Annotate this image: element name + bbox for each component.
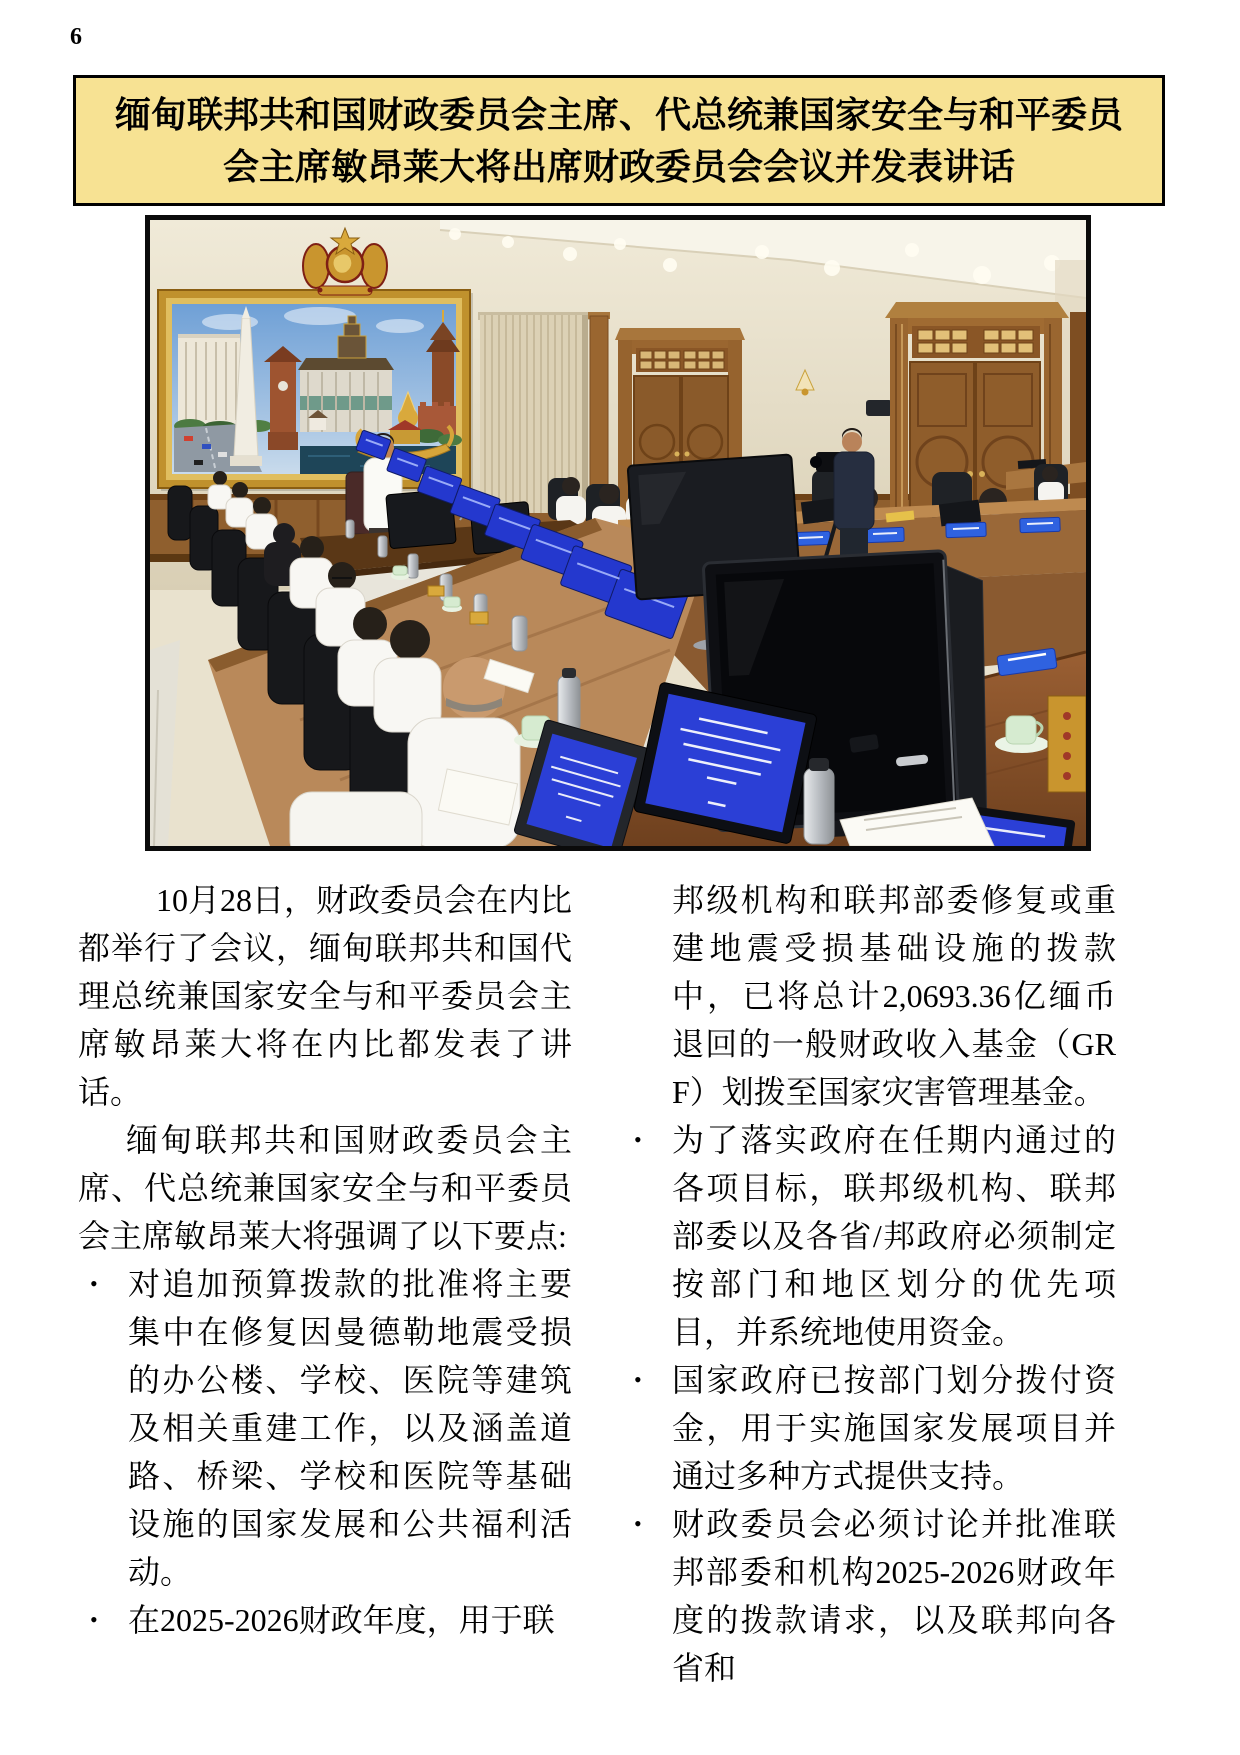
bullet-text: 在2025-2026财政年度，用于联 — [128, 1602, 555, 1638]
left-column — [78, 876, 572, 1644]
bullet-dot: • — [90, 1271, 98, 1296]
right-column — [622, 876, 1116, 1692]
bullet-item — [622, 1500, 1116, 1692]
bullet-text: 为了落实政府在任期内通过的各项目标，联邦级机构、联邦部委以及各省/邦政府必须制定按部门和地区划分的优先项目，并系统地使用资金。 — [672, 1122, 1116, 1350]
bullet-text: 国家政府已按部门划分拨付资金，用于实施国家发展项目并通过多种方式提供支持。 — [672, 1362, 1116, 1494]
meeting-photo-illustration — [150, 220, 1086, 846]
wall-speaker — [866, 400, 892, 416]
bullet-dot: • — [634, 1367, 642, 1392]
bullet-item — [622, 1116, 1116, 1356]
bullet-text: 财政委员会必须讨论并批准联邦部委和机构2025-2026财政年度的拨款请求，以及联邦向各省和 — [672, 1506, 1116, 1686]
title-line-1: 缅甸联邦共和国财政委员会主席、代总统兼国家安全与和平委员 — [114, 94, 1123, 135]
paragraph: 缅甸联邦共和国财政委员会主席、代总统兼国家安全与和平委员会主席敏昂莱大将强调了以下要点: — [78, 1122, 572, 1254]
title-banner — [73, 75, 1165, 206]
bullet-text: 对追加预算拨款的批准将主要集中在修复因曼德勒地震受损的办公楼、学校、医院等建筑及相关重建工作，以及涵盖道路、桥梁、学校和医院等基础设施的国家发展和公共福利活动。 — [128, 1266, 572, 1590]
bullet-text: 邦级机构和联邦部委修复或重建地震受损基础设施的拨款中，已将总计2,0693.36亿缅币退回的一般财政收入基金（GRF）划拨至国家灾害管理基金。 — [672, 882, 1116, 1110]
bullet-continuation — [622, 876, 1116, 1116]
meeting-photo — [145, 215, 1091, 851]
page-number: 6 — [70, 24, 82, 50]
bullet-dot: • — [634, 1127, 642, 1152]
bullet-dot: • — [90, 1607, 98, 1632]
bullet-item — [78, 1596, 572, 1644]
paragraph: 10月28日，财政委员会在内比都举行了会议，缅甸联邦共和国代理总统兼国家安全与和平委员会主席敏昂莱大将在内比都发表了讲话。 — [78, 882, 573, 1110]
bullet-item — [622, 1356, 1116, 1500]
bullet-item — [78, 1260, 572, 1596]
title-line-2: 会主席敏昂莱大将出席财政委员会会议并发表讲话 — [222, 146, 1015, 187]
bullet-dot: • — [634, 1511, 642, 1536]
